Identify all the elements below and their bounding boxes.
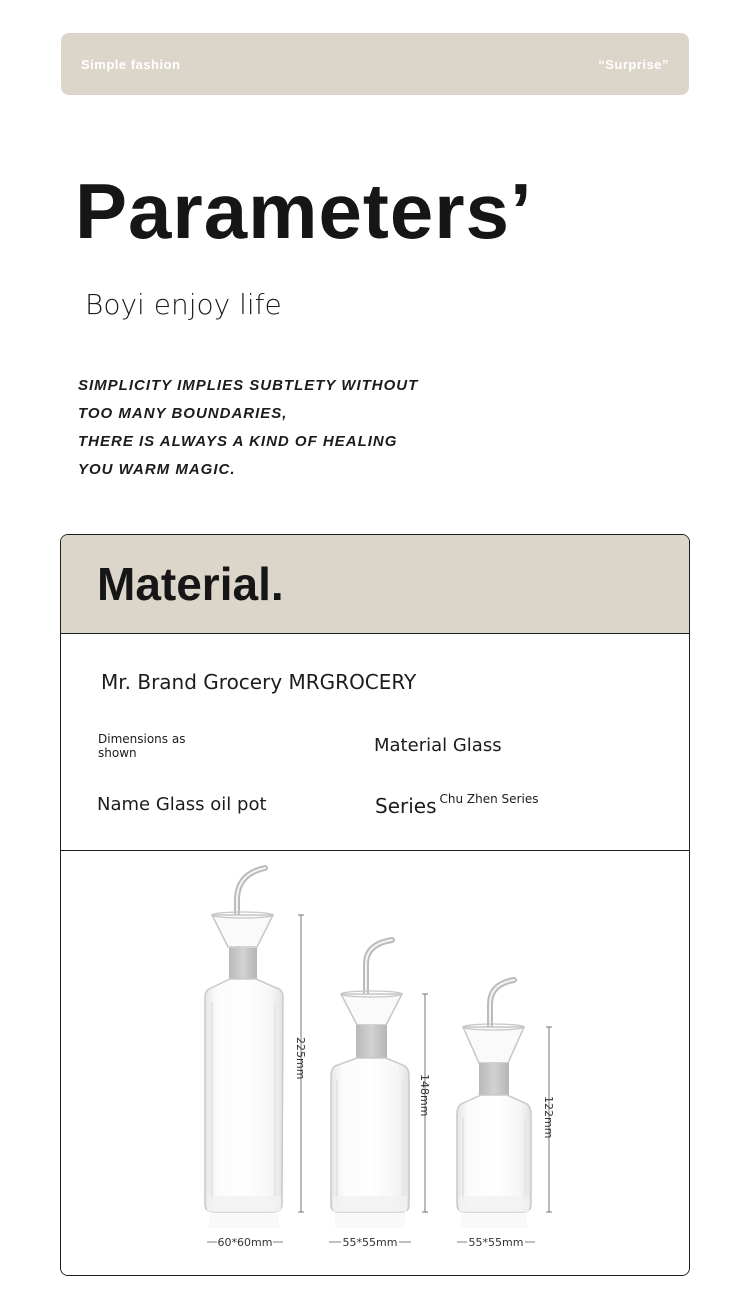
- quote-line: THERE IS ALWAYS A KIND OF HEALING: [78, 433, 398, 450]
- height-label-medium: 148mm: [418, 1074, 431, 1117]
- bottles-illustration: [61, 852, 689, 1276]
- series-label: Series: [375, 794, 437, 818]
- material-text: Material Glass: [374, 735, 502, 756]
- material-info: [61, 634, 689, 851]
- height-label-tall: 225mm: [294, 1037, 307, 1080]
- product-name-text: Name Glass oil pot: [97, 794, 267, 815]
- banner-right-text: “Surprise”: [598, 57, 669, 72]
- bottle-tall: [205, 868, 283, 1228]
- material-heading: Material.: [97, 558, 284, 610]
- bottle-short: [457, 980, 531, 1228]
- brand-text: Mr. Brand Grocery MRGROCERY: [101, 670, 417, 694]
- quote-line: SIMPLICITY IMPLIES SUBTLETY WITHOUT: [78, 377, 419, 394]
- dimensions-line: Dimensions as: [98, 732, 186, 746]
- material-header: [61, 535, 689, 634]
- dimensions-line: shown: [98, 746, 137, 760]
- width-label-tall: 60*60mm: [217, 1236, 273, 1249]
- dimensions-text: [98, 732, 185, 760]
- bottle-medium: [331, 940, 409, 1228]
- quote-line: YOU WARM MAGIC.: [78, 461, 236, 478]
- product-photo: [61, 852, 689, 1276]
- quote-block: [78, 372, 418, 484]
- series-text: [375, 794, 538, 818]
- series-value: Chu Zhen Series: [439, 792, 539, 806]
- top-banner: [61, 33, 689, 95]
- page-subtitle: Boyi enjoy life: [85, 288, 282, 321]
- height-label-short: 122mm: [542, 1096, 555, 1139]
- width-label-short: 55*55mm: [468, 1236, 524, 1249]
- material-card: [60, 534, 690, 1276]
- page-title: Parameters’: [75, 167, 533, 255]
- width-label-medium: 55*55mm: [342, 1236, 398, 1249]
- banner-left-text: Simple fashion: [81, 57, 181, 72]
- quote-line: TOO MANY BOUNDARIES,: [78, 405, 288, 422]
